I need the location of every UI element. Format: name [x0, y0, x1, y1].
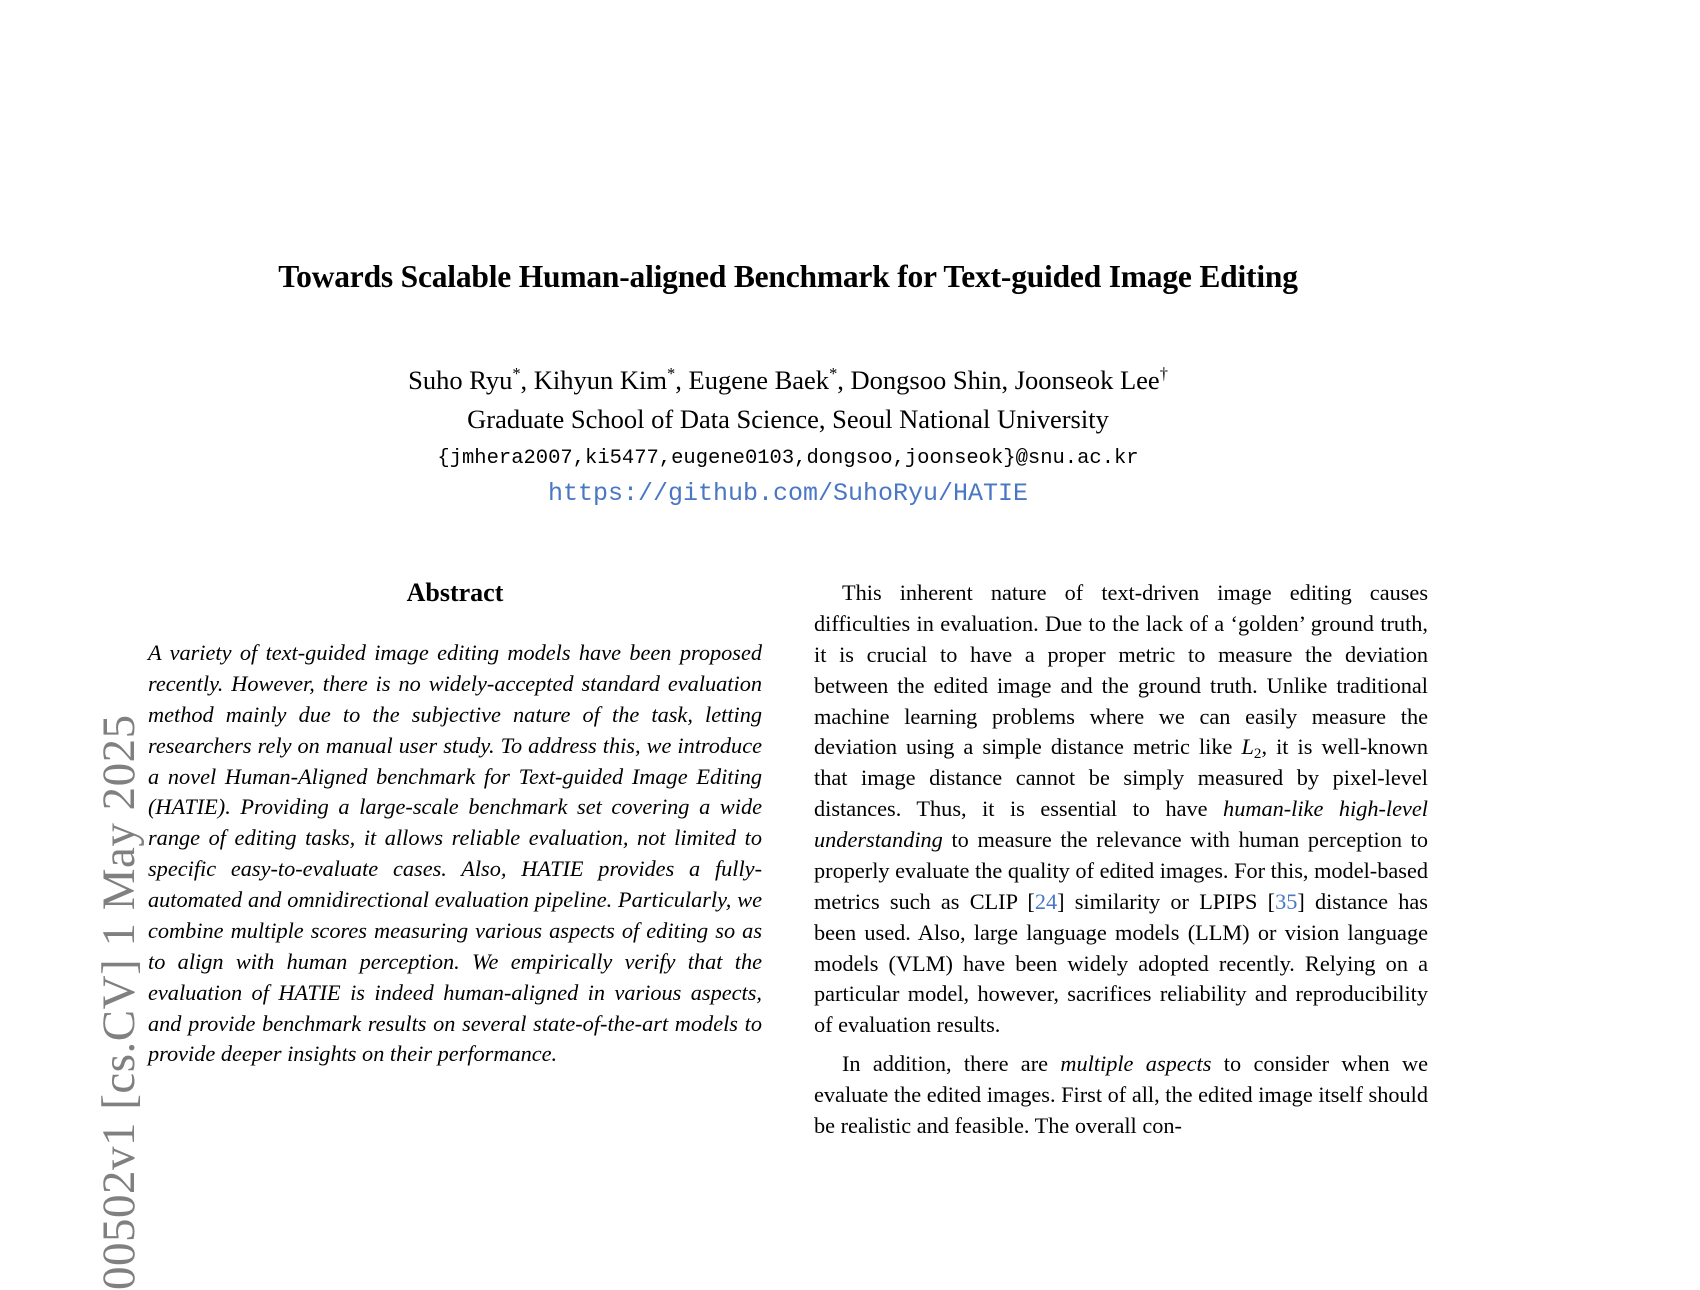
author-footnote-mark-4: †	[1159, 363, 1168, 383]
project-url-link[interactable]: https://github.com/SuhoRyu/HATIE	[547, 479, 1029, 509]
intro-paragraph-2	[814, 1041, 1428, 1142]
author-footnote-mark-2: *	[667, 363, 676, 383]
intro-p1-text-a: This inherent nature of text-driven image editing causes difficulties in evaluation. Due to the lack of a ‘golden’ ground truth, it is crucial to have a proper metric to measure the deviation between the edited image and the ground truth. Unlike traditional machine learning problems where we can easily measure the deviation using a simple distance metric like	[814, 580, 1428, 760]
math-l2-base: L	[1241, 734, 1254, 760]
intro-paragraph-1	[814, 578, 1428, 1041]
arxiv-stamp-text: 00502v1 [cs.CV] 1 May 2025	[93, 714, 145, 1290]
citation-link-35[interactable]: 35	[1275, 888, 1298, 914]
intro-p1-text-c: to measure the relevance with human perception to properly evaluate the quality of edited images. For this, model-based metrics such as CLIP [	[814, 827, 1428, 914]
abstract-text: A variety of text-guided image editing models have been proposed recently. However, there is no widely-accepted standard evaluation method mainly due to the subjective nature of the task, letting researchers rely on manual user study. To address this, we introduce a novel Human-Aligned benchmark for Text-guided Image Editing (HATIE). Providing a large-scale benchmark set covering a wide range of editing tasks, it allows reliable evaluation, not limited to specific easy-to-evaluate cases. Also, HATIE provides a fully-automated and omnidirectional evaluation pipeline. Particularly, we combine multiple scores measuring various aspects of editing so as to align with human perception. We empirically verify that the evaluation of HATIE is indeed human-aligned in various aspects, and provide benchmark results on several state-of-the-art models to provide deeper insights on their performance.	[148, 640, 762, 1067]
intro-p2-emphasis-1: multiple aspects	[1060, 1051, 1212, 1077]
citation-link-24[interactable]: 24	[1034, 888, 1058, 914]
author-emails: {jmhera2007,ki5477,eugene0103,dongsoo,joonseok}@snu.ac.kr	[437, 446, 1139, 470]
right-column	[814, 578, 1428, 1142]
intro-p1-text-b: , it is well-known that image distance cannot be simply measured by pixel-level distances. Thus, it is essential to have	[814, 734, 1428, 822]
paper-header	[148, 258, 1428, 511]
author-name-3: , Eugene Baek	[675, 364, 830, 395]
intro-p1-text-d: ] similarity or LPIPS [	[1057, 888, 1276, 914]
abstract-heading: Abstract	[406, 578, 504, 607]
intro-p2-text-a: In addition, there are	[842, 1051, 1061, 1077]
left-column	[148, 578, 762, 1070]
math-l2-symbol	[1241, 734, 1262, 763]
author-name-4: , Dongsoo Shin, Joonseok Lee	[837, 364, 1160, 395]
page-title: Towards Scalable Human-aligned Benchmark for Text-guided Image Editing	[278, 259, 1298, 294]
author-list	[148, 296, 1428, 398]
author-name-2: , Kihyun Kim	[520, 364, 668, 395]
two-column-body	[148, 578, 1428, 1278]
author-footnote-mark-3: *	[829, 363, 838, 383]
intro-p2-text-b: to consider when we evaluate the edited images. First of all, the edited image itself should be realistic and feasible. The overall con-	[814, 1051, 1428, 1138]
math-l2-subscript: 2	[1253, 745, 1262, 763]
affiliation: Graduate School of Data Science, Seoul National University	[467, 403, 1109, 434]
intro-p1-text-e: ] distance has been used. Also, large language models (LLM) or vision language models (VLM) have been widely adopted recently. Relying on a particular model, however, sacrifices reliability and reproducibility of evaluation results.	[814, 888, 1428, 1038]
author-name-1: Suho Ryu	[408, 364, 513, 395]
author-footnote-mark-1: *	[512, 363, 521, 383]
intro-p1-emphasis-1: human-like high-level understanding	[814, 796, 1428, 852]
